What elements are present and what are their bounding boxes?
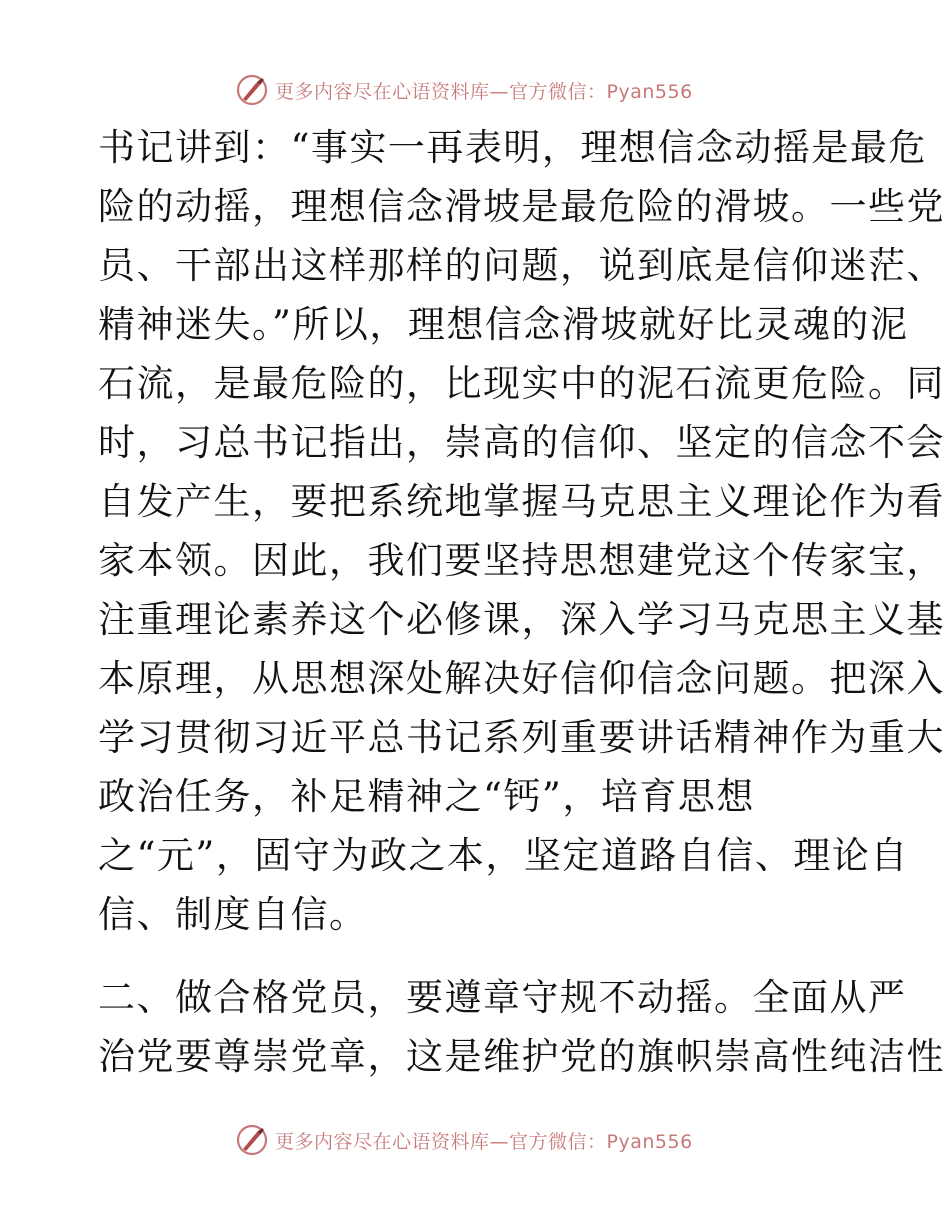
body-line: 员、干部出这样那样的问题，说到底是信仰迷茫、 [98,244,945,287]
body-line: 石流，是最危险的，比现实中的泥石流更危险。同 [98,362,945,405]
body-line: 书记讲到：“事实一再表明，理想信念动摇是最危 [98,126,927,169]
section-heading-line: 二、做合格党员，要遵章守规不动摇。全面从严 [98,976,907,1019]
quill-pen-logo-icon [235,73,269,107]
watermark-text: 更多内容尽在心语资料库—官方微信：Pyan556 [275,80,693,103]
body-line: 注重理论素养这个必修课，深入学习马克思主义基 [98,598,945,641]
document-body [98,118,945,1086]
body-line: 险的动摇，理想信念滑坡是最危险的滑坡。一些党 [98,185,945,228]
body-line: 家本领。因此，我们要坚持思想建党这个传家宝， [98,539,945,582]
body-line: 自发产生，要把系统地掌握马克思主义理论作为看 [98,480,945,523]
body-line: 精神迷失。”所以，理想信念滑坡就好比灵魂的泥 [98,303,909,346]
header-watermark [235,72,693,108]
body-line: 治党要尊崇党章，这是维护党的旗帜崇高性纯洁性 [98,1035,945,1078]
quill-pen-logo-icon [235,1123,269,1157]
footer-watermark [235,1122,693,1158]
body-line: 本原理，从思想深处解决好信仰信念问题。把深入 [98,657,945,700]
paragraph-gap [98,944,858,968]
watermark-text: 更多内容尽在心语资料库—官方微信：Pyan556 [275,1130,693,1153]
body-line: 之“元”，固守为政之本，坚定道路自信、理论自 [98,834,909,877]
body-line: 政治任务，补足精神之“钙”，培育思想 [98,775,755,818]
body-line: 信、制度自信。 [98,893,368,936]
body-line: 学习贯彻习近平总书记系列重要讲话精神作为重大 [98,716,945,759]
body-line: 时，习总书记指出，崇高的信仰、坚定的信念不会 [98,421,945,464]
